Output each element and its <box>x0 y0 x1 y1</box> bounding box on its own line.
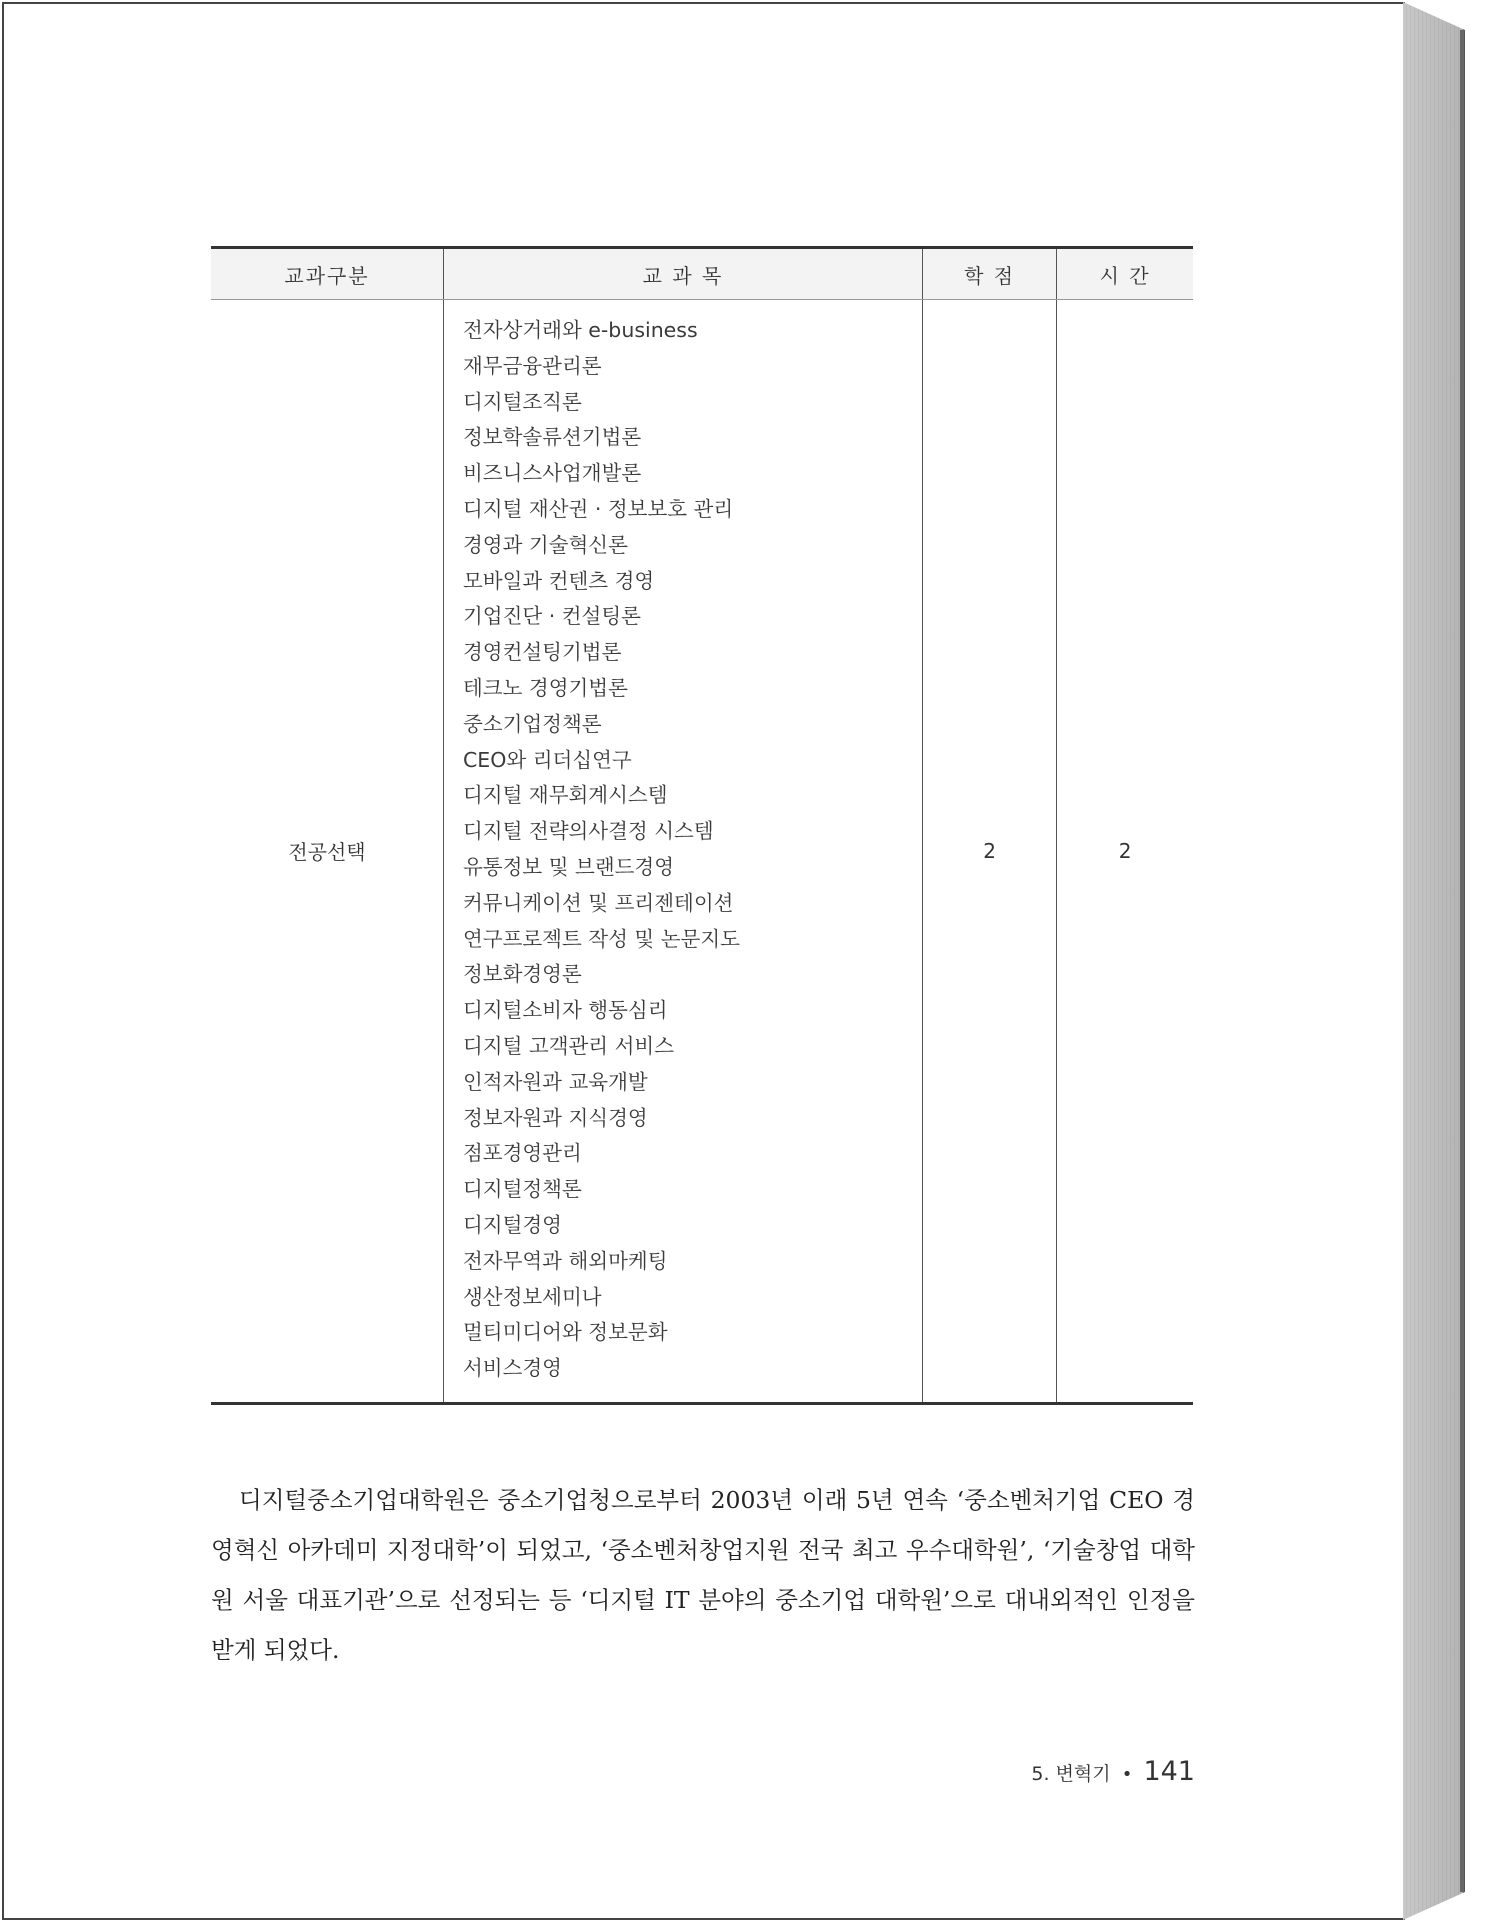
chapter-label: 5. 변혁기 <box>1031 1763 1111 1785</box>
page-footer <box>1000 1756 1195 1787</box>
list-item: 경영과 기술혁신론 <box>462 532 628 557</box>
hours-cell: 2 <box>1057 300 1193 1404</box>
list-item: 재무금융관리론 <box>462 353 602 378</box>
list-item: 경영컨설팅기법론 <box>462 640 622 665</box>
list-item: 테크노 경영기법론 <box>462 675 628 700</box>
table-header-row <box>211 248 1193 300</box>
list-item: CEO와 리더십연구 <box>462 747 632 772</box>
list-item: 전자상거래와 e-business <box>462 318 698 342</box>
subject-cell <box>443 300 922 1404</box>
footer-bullet: • <box>1121 1764 1133 1785</box>
page-stack-edge <box>1403 2 1465 1920</box>
category-cell: 전공선택 <box>211 300 443 1404</box>
credits-cell: 2 <box>922 300 1056 1404</box>
list-item: 중소기업정책론 <box>462 711 602 736</box>
list-item: 정보화경영론 <box>462 962 582 987</box>
list-item: 디지털경영 <box>462 1212 562 1237</box>
list-item: 연구프로젝트 작성 및 논문지도 <box>462 926 740 951</box>
curriculum-table <box>211 246 1193 1405</box>
list-item: 디지털 재산권 · 정보보호 관리 <box>462 496 734 521</box>
list-item: 유통정보 및 브랜드경영 <box>462 854 675 879</box>
list-item: 디지털 전략의사결정 시스템 <box>462 819 714 844</box>
list-item: 디지털 고객관리 서비스 <box>462 1033 675 1058</box>
list-item: 정보자원과 지식경영 <box>462 1105 648 1130</box>
list-item: 생산정보세미나 <box>462 1284 602 1309</box>
list-item: 디지털소비자 행동심리 <box>462 998 668 1023</box>
list-item: 정보학솔류션기법론 <box>462 425 642 450</box>
list-item: 디지털조직론 <box>462 389 582 414</box>
header-subject: 교 과 목 <box>443 248 922 300</box>
header-hours: 시 간 <box>1057 248 1193 300</box>
table-row <box>211 300 1193 1404</box>
list-item: 인적자원과 교육개발 <box>462 1069 648 1094</box>
list-item: 기업진단 · 컨설팅론 <box>462 604 641 629</box>
page-number: 141 <box>1143 1756 1195 1787</box>
book-spine-line <box>1460 30 1464 1892</box>
list-item: 디지털 재무회계시스템 <box>462 783 668 808</box>
header-category: 교과구분 <box>211 248 443 300</box>
body-paragraph: 디지털중소기업대학원은 중소기업청으로부터 2003년 이래 5년 연속 ‘중소벤처기업 CEO 경영혁신 아카데미 지정대학’이 되었고, ‘중소벤처창업지원 전국 최고 우수대학원’, ‘기술창업 대학원 서울 대표기관’으로 선정되는 등 ‘디지털 IT 분야의 중소기업 대학원’으로 대내외적인 인정을 받게 되었다. <box>211 1486 1195 1664</box>
subject-list <box>445 301 921 1401</box>
list-item: 전자무역과 해외마케팅 <box>462 1248 668 1273</box>
list-item: 점포경영관리 <box>462 1141 582 1166</box>
list-item: 멀티미디어와 정보문화 <box>462 1320 668 1345</box>
list-item: 비즈니스사업개발론 <box>462 461 642 486</box>
list-item: 디지털정책론 <box>462 1177 582 1202</box>
header-credits: 학 점 <box>922 248 1056 300</box>
list-item: 서비스경영 <box>462 1356 562 1381</box>
list-item: 모바일과 컨텐츠 경영 <box>462 568 655 593</box>
list-item: 커뮤니케이션 및 프리젠테이션 <box>462 890 734 915</box>
